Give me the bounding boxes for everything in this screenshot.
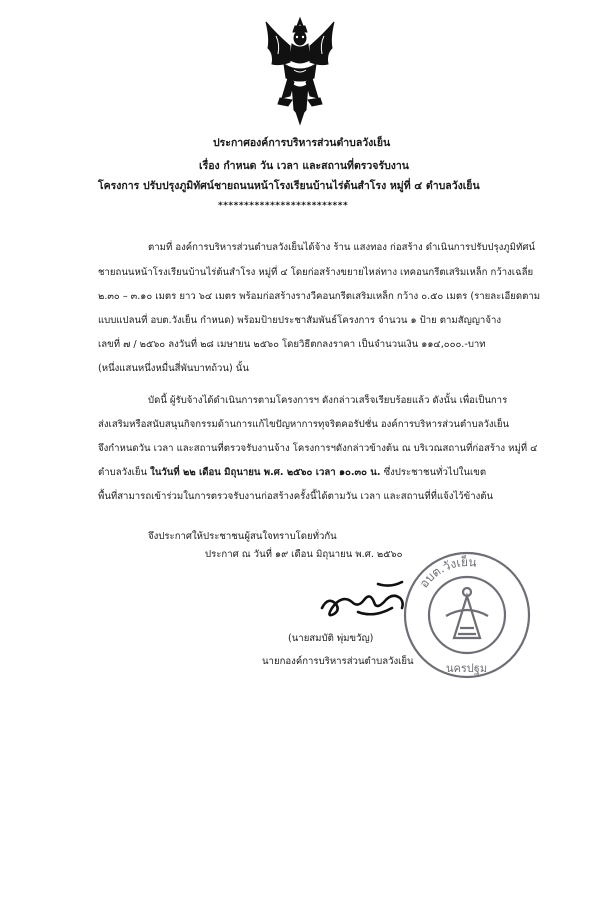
handwritten-signature-icon bbox=[318, 578, 426, 624]
project-heading: โครงการ ปรับปรุงภูมิทัศน์ชายถนนหน้าโรงเรียนบ้านไร่ต้นสำโรง หมู่ที่ ๔ ตำบลวังเย็น bbox=[98, 180, 480, 192]
para1-line5: เลขที่ ๗ / ๒๕๖๐ ลงวันที่ ๒๘ เมษายน ๒๕๖๐ โดยวิธีตกลงราคา เป็นจำนวนเงิน ๑๑๔,๐๐๐.-บาท bbox=[98, 339, 486, 350]
inspection-date-bold: ในวันที่ ๒๒ เดือน มิถุนายน พ.ศ. ๒๕๖๐ เวลา ๑๐.๓๐ น. bbox=[150, 467, 381, 478]
para1-line4: แบบแปลนที่ อบต.วังเย็น กำหนด) พร้อมป้ายประชาสัมพันธ์โครงการ จำนวน ๑ ป้าย ตามสัญญาจ้าง bbox=[98, 315, 502, 326]
org-heading: ประกาศองค์การบริหารส่วนตำบลวังเย็น bbox=[213, 137, 391, 149]
para2-line5: พื้นที่สามารถเข้าร่วมในการตรวจรับงานก่อสร้างครั้งนี้ได้ตามวัน เวลา และสถานที่ที่แจ้งไว้ข้างต้น bbox=[98, 491, 494, 502]
para1-line1: ตามที่ องค์การบริหารส่วนตำบลวังเย็นได้จ้าง ร้าน แสงทอง ก่อสร้าง ดำเนินการปรับปรุงภูมิทัศน์ bbox=[148, 242, 535, 253]
separator-stars: ************************* bbox=[218, 201, 349, 211]
para1-line2: ชายถนนหน้าโรงเรียนบ้านไร่ต้นสำโรง หมู่ที่ ๔ โดยก่อสร้างขยายไหล่ทาง เทคอนกรีตเสริมเหล็ก กว้างเฉลี่ย bbox=[98, 267, 534, 278]
para1-line6: (หนึ่งแสนหนึ่งหมื่นสี่พันบาทถ้วน) นั้น bbox=[98, 363, 249, 374]
para2-line4-end: ซึ่งประชาชนทั่วไปในเขต bbox=[380, 467, 487, 478]
para2-line4-start: ตำบลวังเย็น bbox=[98, 467, 151, 478]
signer-position: นายกองค์การบริหารส่วนตำบลวังเย็น bbox=[262, 656, 414, 667]
closing-line: จึงประกาศให้ประชาชนผู้สนใจทราบโดยทั่วกัน bbox=[148, 531, 337, 542]
para2-line1: บัดนี้ ผู้รับจ้างได้ดำเนินการตามโครงการฯ ดังกล่าวเสร็จเรียบร้อยแล้ว ดังนั้น เพื่อเป็นการ bbox=[148, 395, 508, 406]
para2-line3: จึงกำหนดวัน เวลา และสถานที่ตรวจรับงานจ้าง โครงการฯดังกล่าวข้างต้น ณ บริเวณสถานที่ก่อสร้าง หมู่ที่ ๔ bbox=[98, 443, 538, 454]
stamp-text-top: อบต.วังเย็น bbox=[416, 554, 478, 591]
para2-line2: ส่งเสริมหรือสนับสนุนกิจกรรมด้านการแก้ไขปัญหาการทุจริตคอรัปชั่น องค์การบริหารส่วนตำบลวังเย็น bbox=[98, 419, 510, 430]
subject-heading: เรื่อง กำหนด วัน เวลา และสถานที่ตรวจรับงาน bbox=[199, 160, 409, 172]
para2-line4 bbox=[98, 466, 486, 480]
para1-line3: ๒.๓๐ – ๓.๑๐ เมตร ยาว ๖๔ เมตร พร้อมก่อสร้างรางวีคอนกรีตเสริมเหล็ก กว้าง ๐.๕๐ เมตร (รายละเอียดตาม bbox=[98, 291, 541, 302]
signer-name: (นายสมบัติ พุ่มขวัญ) bbox=[288, 633, 374, 644]
announce-date: ประกาศ ณ วันที่ ๑๙ เดือน มิถุนายน พ.ศ. ๒๕๖๐ bbox=[205, 549, 403, 560]
stamp-text-bottom: นครปฐม bbox=[446, 662, 488, 675]
garuda-emblem-icon bbox=[262, 14, 338, 126]
